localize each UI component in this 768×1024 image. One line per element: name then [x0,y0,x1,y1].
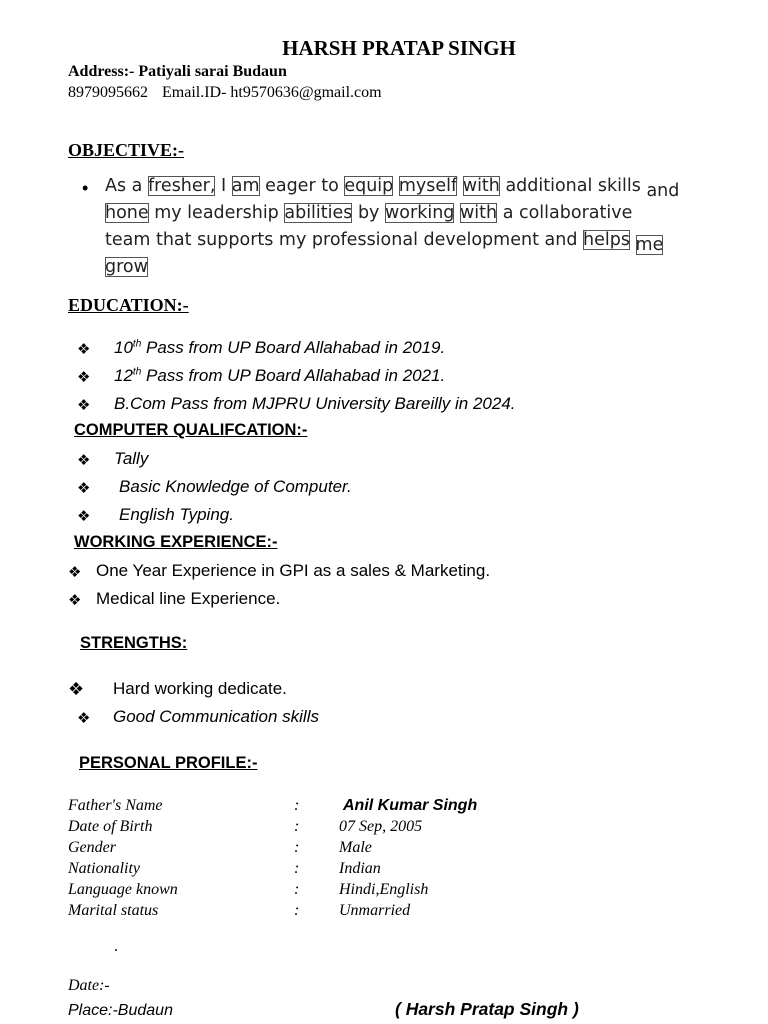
profile-colon: : [294,818,300,835]
work-item: Medical line Experience. [96,589,281,608]
profile-label: Date of Birth [68,818,153,835]
diamond-bullet-icon: ❖ [77,709,91,727]
diamond-bullet-icon: ❖ [77,368,91,386]
profile-value: Anil Kumar Singh [343,797,478,814]
computer-heading: COMPUTER QUALIFCATION:- [74,421,308,439]
strength-item: Hard working dedicate. [113,679,287,698]
profile-colon: : [294,860,300,877]
diamond-bullet-icon: ❖ [68,679,85,700]
place-label: Place:-Budaun [68,1002,173,1019]
work-heading: WORKING EXPERIENCE:- [74,533,278,551]
strength-item: Good Communication skills [113,707,319,726]
profile-label: Marital status [68,902,159,919]
profile-value: Indian [339,860,381,877]
signature: ( Harsh Pratap Singh ) [395,999,579,1019]
diamond-bullet-icon: ❖ [68,563,82,581]
strengths-heading: STRENGTHS: [80,634,188,652]
education-item: B.Com Pass from MJPRU University Bareilly in 2024. [114,394,516,413]
objective-bullet: • [82,178,89,198]
diamond-bullet-icon: ❖ [77,507,91,525]
objective-line: As a fresher, I am eager to equip myself with additional skills and [105,176,680,201]
objective-line: hone my leadership abilities by working with a collaborative [105,203,633,223]
education-item: 12th Pass from UP Board Allahabad in 2021. [114,366,446,385]
profile-label: Gender [68,839,116,856]
candidate-name: HARSH PRATAP SINGH [282,36,516,60]
address: Address:- Patiyali sarai Budaun [68,63,287,80]
profile-label: Father's Name [68,797,163,814]
profile-label: Language known [68,881,178,898]
profile-value: Unmarried [339,902,411,919]
profile-colon: : [294,797,300,814]
objective-line: grow [105,257,148,277]
profile-value: 07 Sep, 2005 [339,818,423,835]
profile-value: Male [339,839,372,856]
diamond-bullet-icon: ❖ [77,479,91,497]
computer-item: Basic Knowledge of Computer. [119,477,352,496]
stray-dot: . [114,938,118,955]
profile-value: Hindi,English [339,881,429,898]
contact-line [68,84,382,102]
objective-line: team that supports my professional development and helps me [105,230,664,255]
personal-heading: PERSONAL PROFILE:- [79,754,258,772]
diamond-bullet-icon: ❖ [68,591,82,609]
profile-label: Nationality [68,860,140,877]
diamond-bullet-icon: ❖ [77,451,91,469]
email-address: Email.ID- ht9570636@gmail.com [162,84,382,101]
work-item: One Year Experience in GPI as a sales & Marketing. [96,561,491,580]
computer-item: Tally [114,449,149,468]
profile-colon: : [294,881,300,898]
profile-colon: : [294,839,300,856]
objective-heading: OBJECTIVE:- [68,140,185,160]
profile-colon: : [294,902,300,919]
education-item: 10th Pass from UP Board Allahabad in 2019. [114,338,446,357]
education-heading: EDUCATION:- [68,295,189,315]
date-label: Date:- [68,977,110,994]
phone-number: 8979095662 [68,84,148,101]
computer-item: English Typing. [119,505,234,524]
diamond-bullet-icon: ❖ [77,340,91,358]
diamond-bullet-icon: ❖ [77,396,91,414]
